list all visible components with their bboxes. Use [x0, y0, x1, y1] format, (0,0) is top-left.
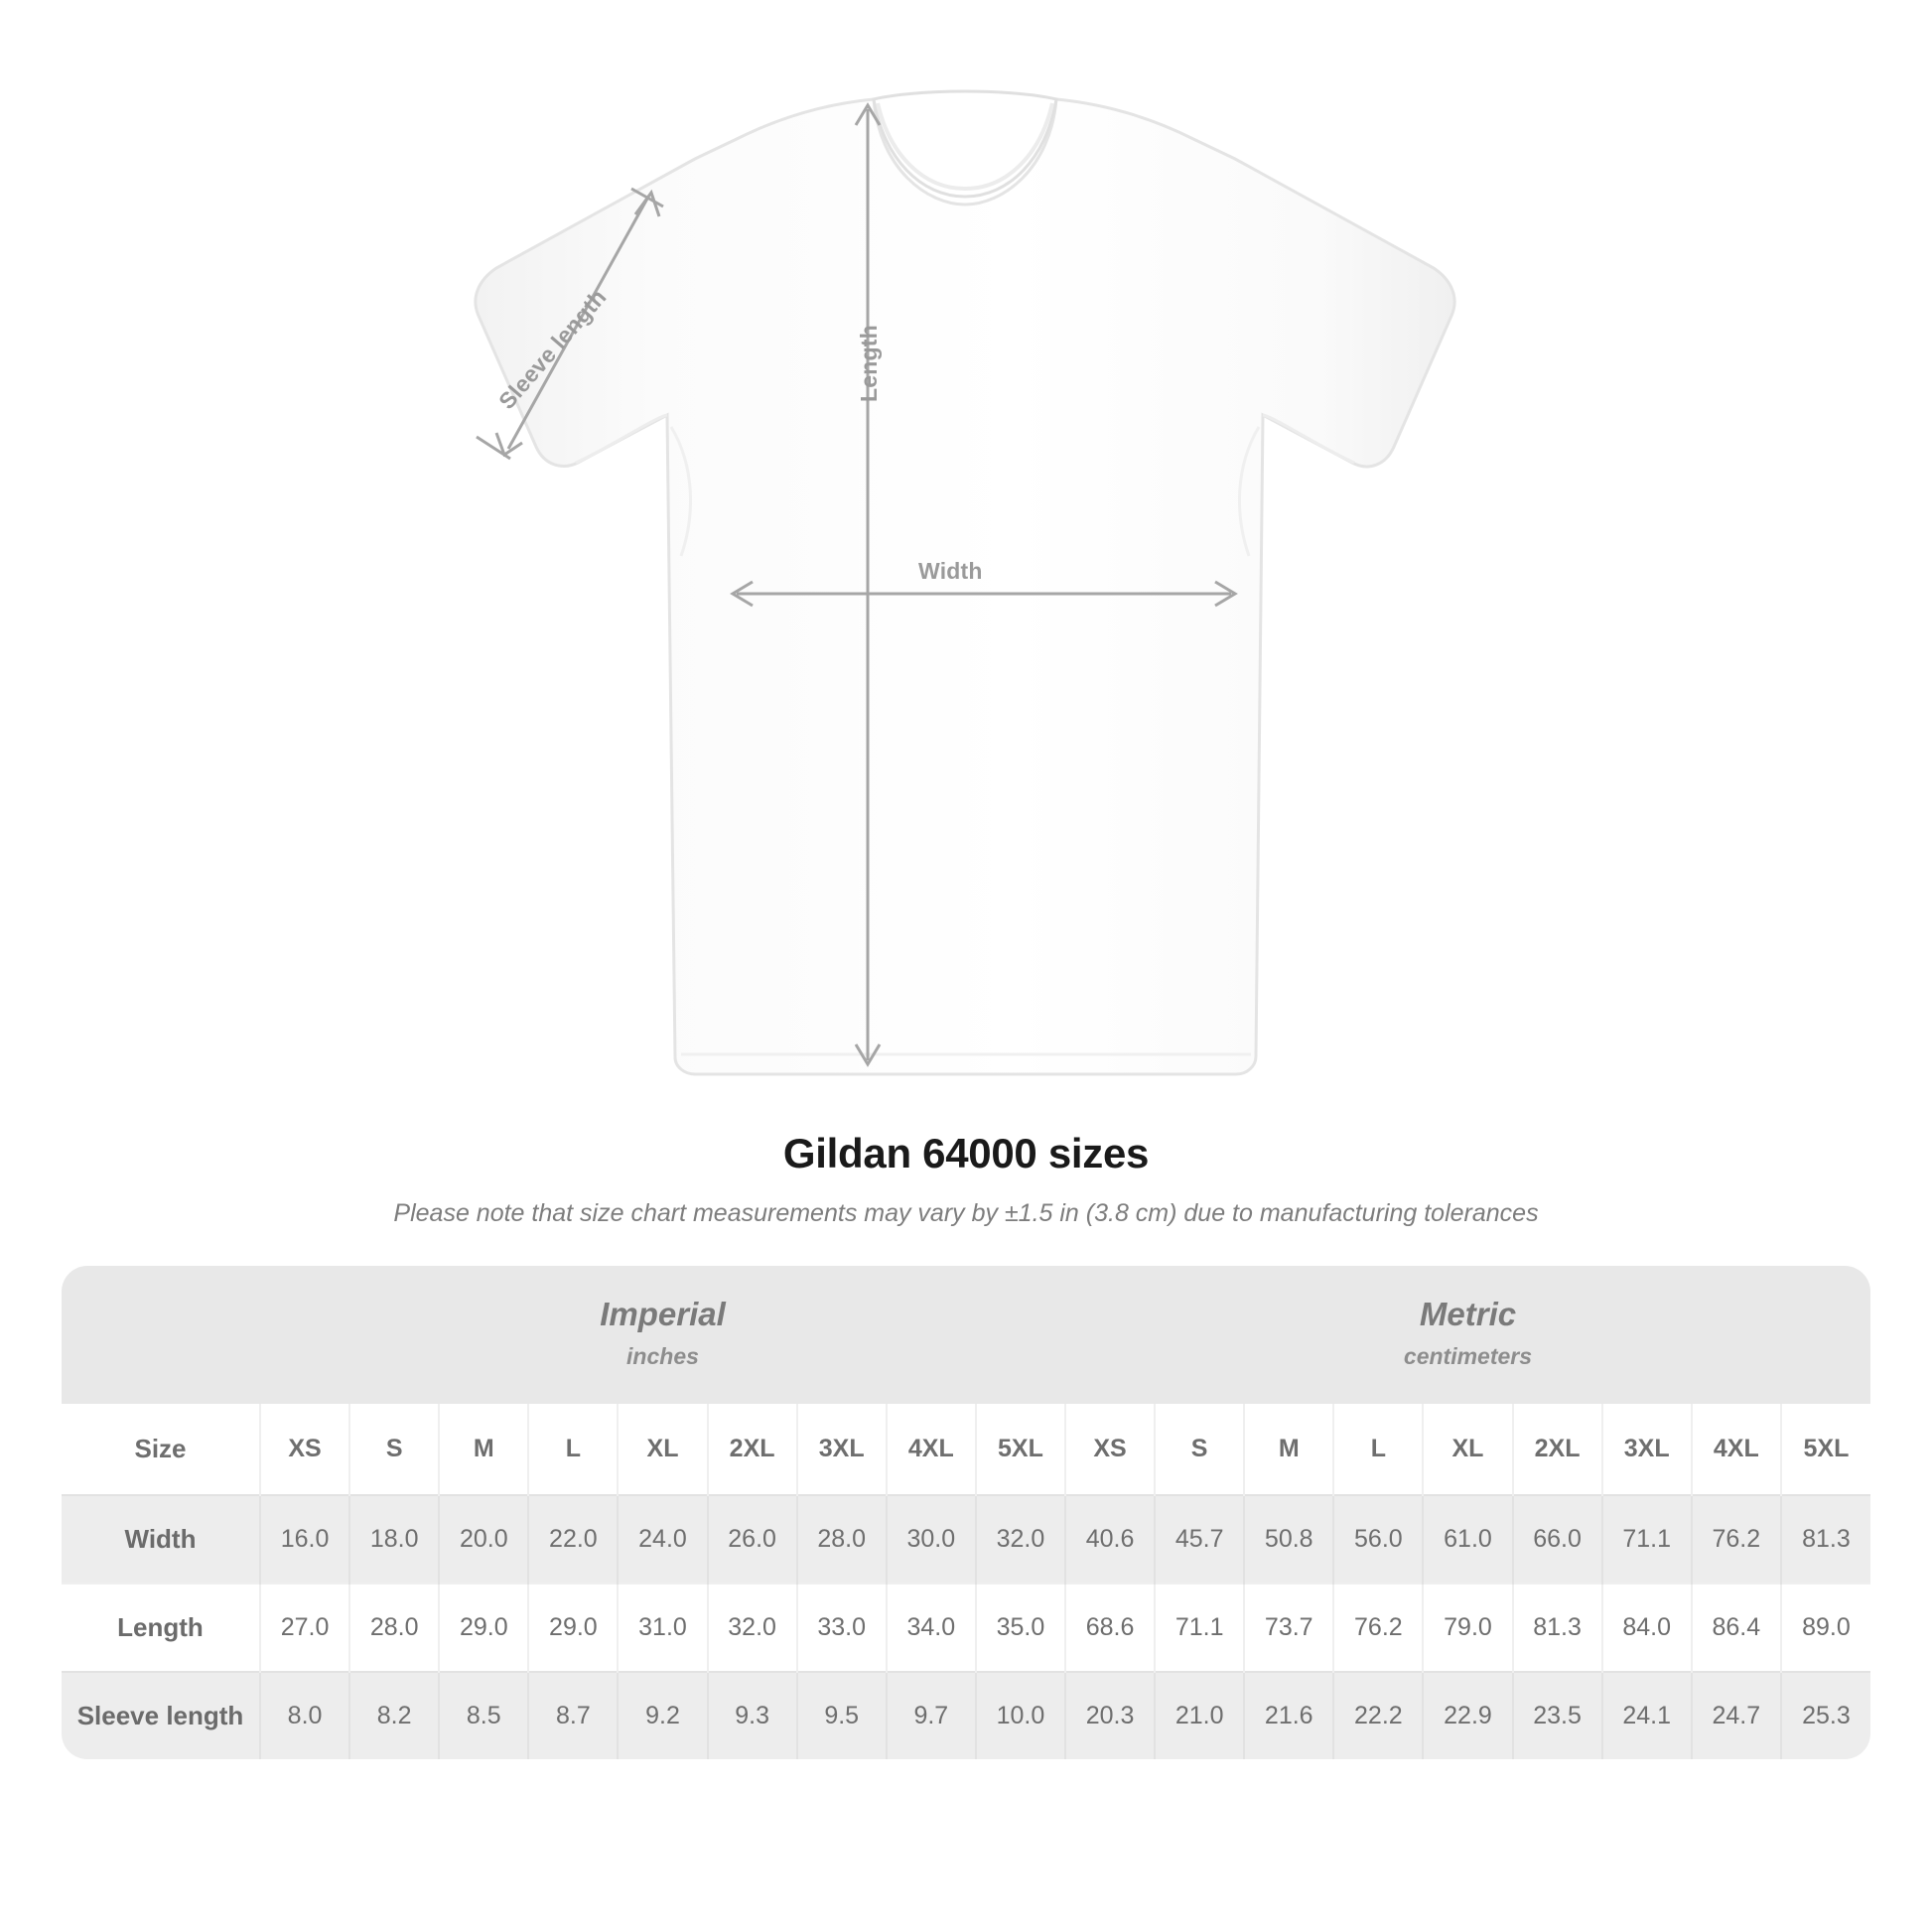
- size-header-cell: XS: [1065, 1404, 1155, 1495]
- table-cell: 10.0: [976, 1672, 1065, 1759]
- size-header-cell: 4XL: [887, 1404, 976, 1495]
- table-cell: 31.0: [618, 1584, 707, 1672]
- table-cell: 18.0: [349, 1495, 439, 1584]
- size-header-cell: 4XL: [1692, 1404, 1781, 1495]
- width-label: Width: [918, 558, 983, 584]
- table-row: [62, 1672, 1870, 1759]
- size-header-cell: S: [349, 1404, 439, 1495]
- table-cell: 23.5: [1513, 1672, 1602, 1759]
- table-cell: 79.0: [1423, 1584, 1512, 1672]
- size-header-cell: XS: [260, 1404, 349, 1495]
- size-header-row: [62, 1404, 1870, 1495]
- table-cell: 68.6: [1065, 1584, 1155, 1672]
- row-label-width: Width: [62, 1495, 260, 1584]
- table-cell: 76.2: [1692, 1495, 1781, 1584]
- table-cell: 33.0: [797, 1584, 887, 1672]
- size-header-cell: M: [1244, 1404, 1333, 1495]
- table-cell: 9.3: [708, 1672, 797, 1759]
- table-cell: 28.0: [349, 1584, 439, 1672]
- table-cell: 29.0: [528, 1584, 618, 1672]
- table-cell: 81.3: [1781, 1495, 1870, 1584]
- table-cell: 21.6: [1244, 1672, 1333, 1759]
- title-block: [0, 1130, 1932, 1228]
- table-cell: 24.1: [1602, 1672, 1692, 1759]
- table-cell: 8.7: [528, 1672, 618, 1759]
- size-header-cell: L: [1333, 1404, 1423, 1495]
- table-cell: 71.1: [1602, 1495, 1692, 1584]
- unit-group-metric-sub: centimeters: [1403, 1343, 1533, 1369]
- table-cell: 22.9: [1423, 1672, 1512, 1759]
- table-cell: 66.0: [1513, 1495, 1602, 1584]
- unit-group-imperial-name: Imperial: [600, 1296, 726, 1332]
- table-cell: 9.2: [618, 1672, 707, 1759]
- row-label-length: Length: [62, 1584, 260, 1672]
- page-title: Gildan 64000 sizes: [782, 1130, 1150, 1176]
- table-cell: 50.8: [1244, 1495, 1333, 1584]
- table-cell: 61.0: [1423, 1495, 1512, 1584]
- table-cell: 9.7: [887, 1672, 976, 1759]
- table-cell: 71.1: [1155, 1584, 1244, 1672]
- size-table-wrapper: [62, 1266, 1870, 1759]
- size-header-cell: L: [528, 1404, 618, 1495]
- table-cell: 22.2: [1333, 1672, 1423, 1759]
- table-cell: 8.0: [260, 1672, 349, 1759]
- table-cell: 8.5: [439, 1672, 528, 1759]
- table-cell: 76.2: [1333, 1584, 1423, 1672]
- table-cell: 56.0: [1333, 1495, 1423, 1584]
- table-cell: 45.7: [1155, 1495, 1244, 1584]
- table-cell: 24.0: [618, 1495, 707, 1584]
- table-cell: 86.4: [1692, 1584, 1781, 1672]
- size-header-cell: XL: [1423, 1404, 1512, 1495]
- table-cell: 26.0: [708, 1495, 797, 1584]
- size-table: [62, 1266, 1870, 1759]
- size-header-cell: 3XL: [797, 1404, 887, 1495]
- sleeve-length-label: Sleeve length: [493, 284, 612, 415]
- table-row: [62, 1584, 1870, 1672]
- table-cell: 21.0: [1155, 1672, 1244, 1759]
- unit-group-metric-name: Metric: [1419, 1296, 1517, 1332]
- unit-group-imperial: [260, 1266, 1065, 1404]
- size-header-cell: 3XL: [1602, 1404, 1692, 1495]
- table-cell: 30.0: [887, 1495, 976, 1584]
- table-cell: 22.0: [528, 1495, 618, 1584]
- size-header-cell: 2XL: [1513, 1404, 1602, 1495]
- tolerance-note: Please note that size chart measurements may vary by ±1.5 in (3.8 cm) due to manufacturing tolerances: [393, 1199, 1539, 1227]
- unit-group-row: [62, 1266, 1870, 1404]
- unit-spacer-cell: [62, 1266, 260, 1404]
- unit-group-imperial-sub: inches: [626, 1343, 699, 1369]
- table-cell: 24.7: [1692, 1672, 1781, 1759]
- size-header-cell: S: [1155, 1404, 1244, 1495]
- table-cell: 73.7: [1244, 1584, 1333, 1672]
- table-cell: 89.0: [1781, 1584, 1870, 1672]
- size-header-cell: 5XL: [1781, 1404, 1870, 1495]
- table-cell: 32.0: [708, 1584, 797, 1672]
- table-cell: 84.0: [1602, 1584, 1692, 1672]
- table-cell: 9.5: [797, 1672, 887, 1759]
- table-cell: 29.0: [439, 1584, 528, 1672]
- size-row-header: Size: [62, 1404, 260, 1495]
- row-label-sleeve-length: Sleeve length: [62, 1672, 260, 1759]
- unit-group-metric: [1065, 1266, 1870, 1404]
- table-cell: 8.2: [349, 1672, 439, 1759]
- table-cell: 34.0: [887, 1584, 976, 1672]
- table-row: [62, 1495, 1870, 1584]
- table-cell: 32.0: [976, 1495, 1065, 1584]
- table-cell: 35.0: [976, 1584, 1065, 1672]
- size-header-cell: 2XL: [708, 1404, 797, 1495]
- table-cell: 25.3: [1781, 1672, 1870, 1759]
- size-header-cell: M: [439, 1404, 528, 1495]
- table-cell: 20.3: [1065, 1672, 1155, 1759]
- table-cell: 81.3: [1513, 1584, 1602, 1672]
- size-header-cell: XL: [618, 1404, 707, 1495]
- table-cell: 28.0: [797, 1495, 887, 1584]
- length-label: Length: [856, 325, 882, 402]
- size-header-cell: 5XL: [976, 1404, 1065, 1495]
- table-cell: 16.0: [260, 1495, 349, 1584]
- table-cell: 27.0: [260, 1584, 349, 1672]
- table-cell: 40.6: [1065, 1495, 1155, 1584]
- table-cell: 20.0: [439, 1495, 528, 1584]
